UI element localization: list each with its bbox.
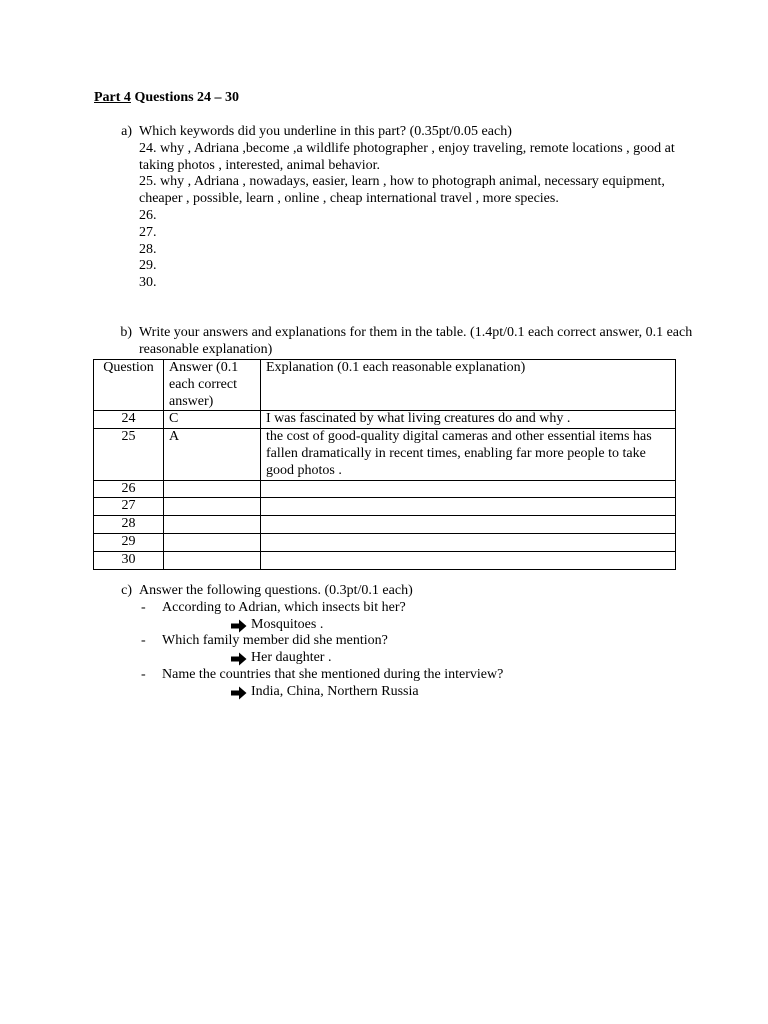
list-dash: - [141,666,146,682]
section-c-letter: c) [121,583,132,598]
table-row [94,498,676,516]
keyword-line-28: 28. [139,241,157,257]
table-row [94,516,676,534]
row-explanation[interactable]: I was fascinated by what living creatures do and why . [261,411,676,429]
list-item [139,633,694,650]
row-explanation[interactable] [261,498,676,516]
section-c [94,583,694,701]
c-question-1: According to Adrian, which insects bit her? [162,599,406,615]
right-arrow-icon [231,619,247,633]
section-c-prompt: Answer the following questions. (0.3pt/0.1 each) [139,583,413,598]
section-b-prompt: Write your answers and explanations for them in the table. (1.4pt/0.1 each correct answer, 0.1 each reasonable explanation) [139,325,693,357]
row-answer[interactable] [164,551,261,569]
list-dash: - [141,599,146,615]
section-a-prompt: Which keywords did you underline in this part? (0.35pt/0.05 each) [139,124,512,139]
row-answer[interactable]: C [164,411,261,429]
row-question: 24 [94,411,164,429]
keyword-line-29: 29. [139,258,157,274]
keyword-line-26: 26. [139,207,157,223]
right-arrow-icon [231,652,247,666]
right-arrow-icon [231,686,247,700]
c-answer-row-2 [139,650,694,667]
row-answer[interactable] [164,516,261,534]
section-b [94,325,694,359]
keyword-line-25: 25. why , Adriana , nowadays, easier, learn , how to photograph animal, necessary equipment, cheaper , possible, learn , online , cheap international travel , more species. [139,174,665,207]
row-explanation[interactable] [261,533,676,551]
c-answer-row-1 [139,617,694,634]
row-answer[interactable] [164,480,261,498]
row-question: 27 [94,498,164,516]
c-answer-row-3 [139,684,694,701]
section-a-body [139,124,694,292]
section-b-letter: b) [120,325,132,340]
questions-label: Questions 24 – 30 [134,90,240,105]
list-dash: - [141,633,146,649]
row-explanation[interactable]: the cost of good-quality digital cameras and other essential items has fallen dramatically in recent times, enabling far more people to take good photos . [261,429,676,480]
answer-table [93,359,676,570]
header-answer: Answer (0.1 each correct answer) [164,360,261,411]
row-question: 29 [94,533,164,551]
part-heading [94,90,239,107]
table-row [94,533,676,551]
table-row [94,429,676,480]
part-label: Part 4 [94,90,131,105]
section-a [94,124,694,292]
table-header-row [94,360,676,411]
keyword-line-27: 27. [139,224,157,240]
row-answer[interactable]: A [164,429,261,480]
c-question-3: Name the countries that she mentioned during the interview? [162,666,504,682]
c-question-2: Which family member did she mention? [162,633,388,649]
row-question: 25 [94,429,164,480]
table-row [94,411,676,429]
c-answer-2[interactable]: Her daughter . [251,650,332,666]
list-item [139,667,694,684]
section-c-questions [139,600,694,701]
section-a-letter: a) [121,124,132,139]
row-explanation[interactable] [261,551,676,569]
keyword-line-24: 24. why , Adriana ,become ,a wildlife photographer , enjoy traveling, remote locations , good at taking photos , interested, animal behavior. [139,140,675,173]
header-question: Question [94,360,164,411]
c-answer-1[interactable]: Mosquitoes . [251,616,324,632]
header-explanation: Explanation (0.1 each reasonable explanation) [261,360,676,411]
row-question: 30 [94,551,164,569]
row-question: 28 [94,516,164,534]
row-answer[interactable] [164,533,261,551]
c-answer-3[interactable]: India, China, Northern Russia [251,683,419,699]
table-row [94,480,676,498]
row-explanation[interactable] [261,480,676,498]
row-question: 26 [94,480,164,498]
list-item [139,600,694,617]
row-answer[interactable] [164,498,261,516]
keyword-line-30: 30. [139,275,157,291]
table-row [94,551,676,569]
row-explanation[interactable] [261,516,676,534]
